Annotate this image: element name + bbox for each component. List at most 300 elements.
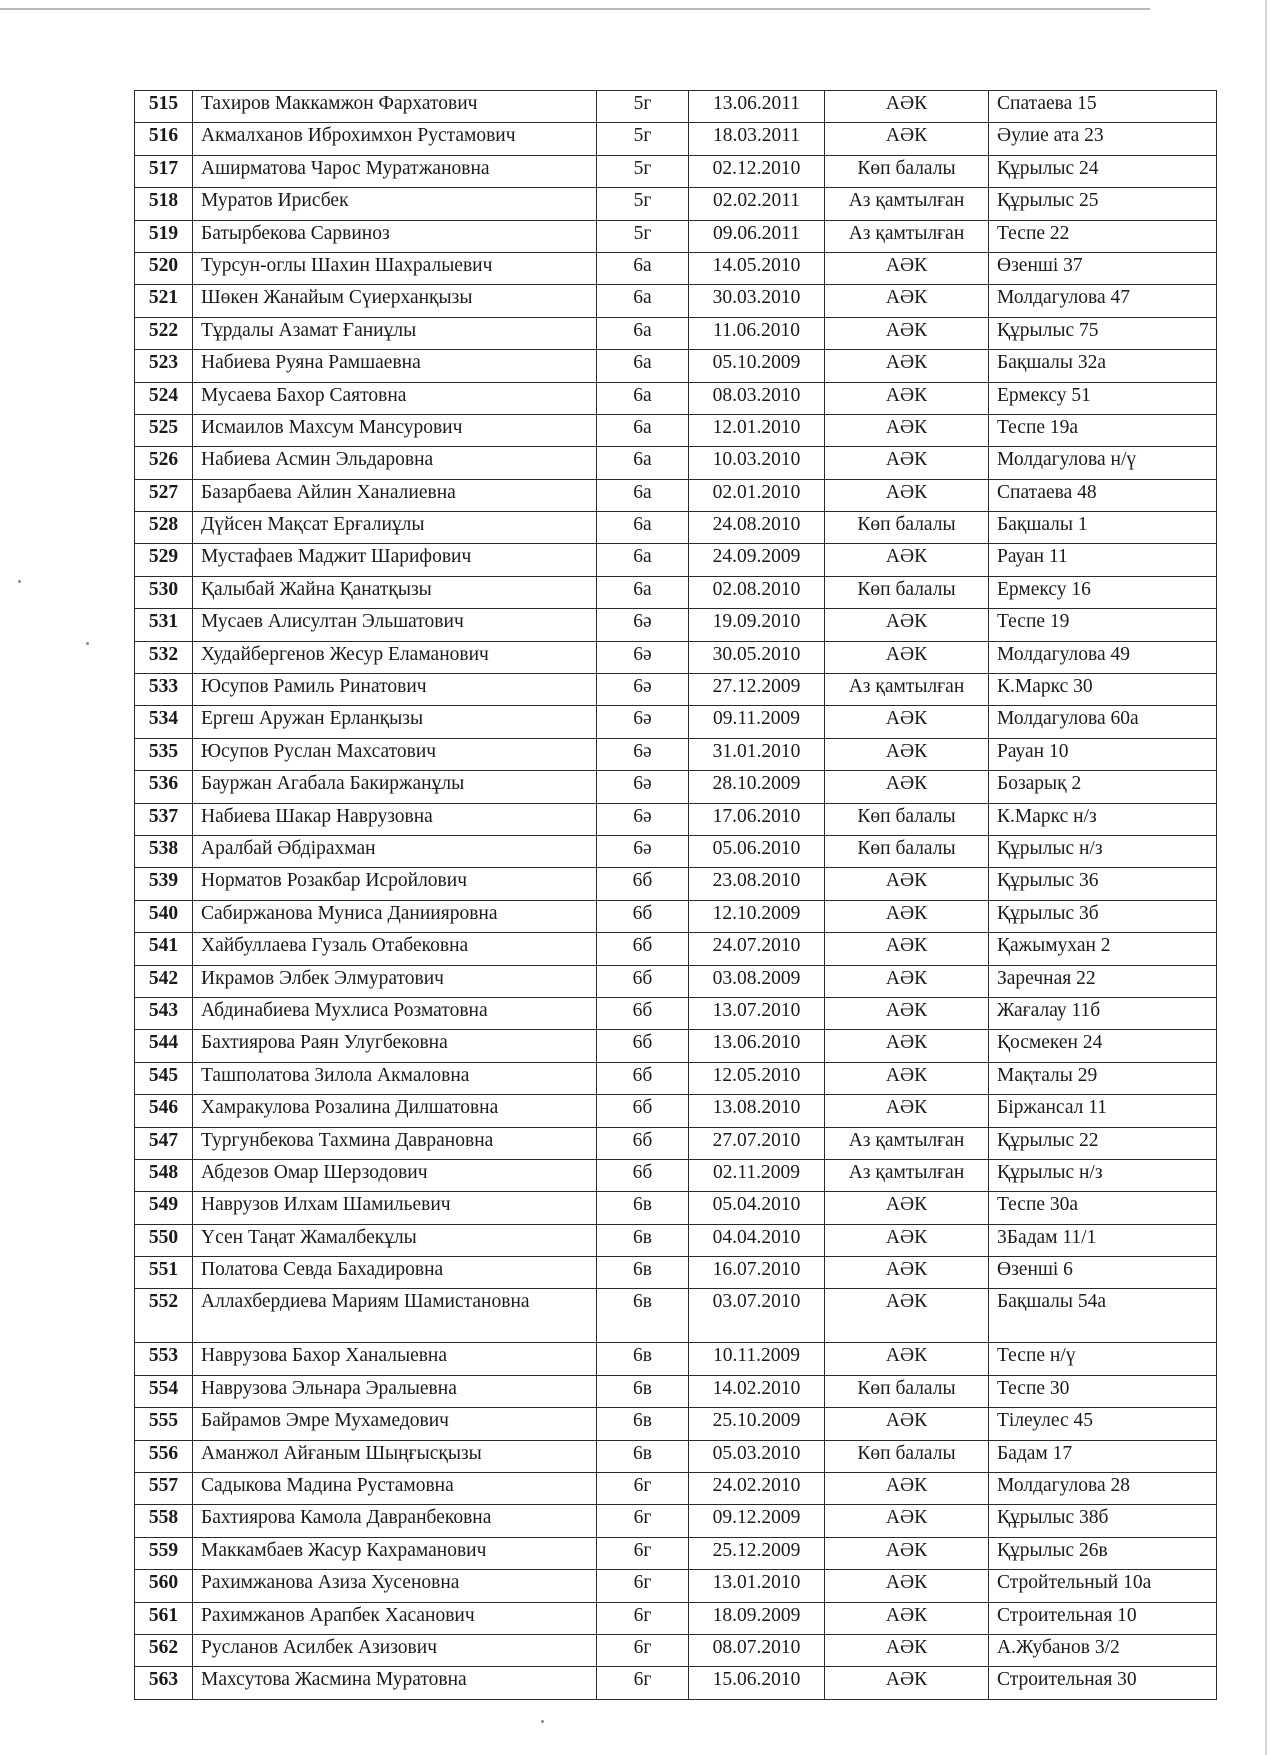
table-row [135,317,1217,349]
social-category-cell: АӘК [825,771,989,803]
student-name-cell: Аралбай Әбдірахман [193,835,597,867]
student-roster-table [134,90,1217,1700]
social-category-cell: АӘК [825,350,989,382]
student-name-cell: Абдинабиева Мухлиса Розматовна [193,997,597,1029]
scan-edge-right [1265,0,1267,1755]
home-address-cell: Рауан 11 [989,544,1217,576]
student-name-cell: Акмалханов Иброхимхон Рустамович [193,123,597,155]
home-address-cell: Строительная 10 [989,1602,1217,1634]
student-name-cell: Набиева Руяна Рамшаевна [193,350,597,382]
home-address-cell: Жағалау 11б [989,997,1217,1029]
birth-date-cell: 13.06.2010 [689,1030,825,1062]
row-number-cell: 552 [135,1289,193,1343]
class-label-cell: 6б [597,1095,689,1127]
row-number-cell: 525 [135,414,193,446]
birth-date-cell: 19.09.2010 [689,609,825,641]
birth-date-cell: 05.04.2010 [689,1192,825,1224]
social-category-cell: АӘК [825,382,989,414]
row-number-cell: 551 [135,1257,193,1289]
row-number-cell: 533 [135,674,193,706]
class-label-cell: 6ә [597,738,689,770]
birth-date-cell: 27.12.2009 [689,674,825,706]
birth-date-cell: 10.03.2010 [689,447,825,479]
row-number-cell: 528 [135,512,193,544]
birth-date-cell: 04.04.2010 [689,1224,825,1256]
row-number-cell: 544 [135,1030,193,1062]
student-name-cell: Юсупов Рамиль Ринатович [193,674,597,706]
class-label-cell: 6ә [597,609,689,641]
student-name-cell: Махсутова Жасмина Муратовна [193,1667,597,1699]
table-row [135,1192,1217,1224]
student-name-cell: Шөкен Жанайым Сүиерханқызы [193,285,597,317]
student-name-cell: Ергеш Аружан Ерланқызы [193,706,597,738]
student-name-cell: Юсупов Руслан Махсатович [193,738,597,770]
student-name-cell: Маккамбаев Жасур Кахраманович [193,1537,597,1569]
social-category-cell: АӘК [825,1634,989,1666]
row-number-cell: 555 [135,1408,193,1440]
home-address-cell: Өзенші 37 [989,252,1217,284]
birth-date-cell: 24.08.2010 [689,512,825,544]
student-name-cell: Турсун-оглы Шахин Шахралыевич [193,252,597,284]
row-number-cell: 515 [135,91,193,123]
birth-date-cell: 13.06.2011 [689,91,825,123]
student-name-cell: Исмаилов Махсум Мансурович [193,414,597,446]
birth-date-cell: 10.11.2009 [689,1343,825,1375]
birth-date-cell: 09.11.2009 [689,706,825,738]
table-row [135,1667,1217,1699]
student-name-cell: Худайбергенов Жесур Еламанович [193,641,597,673]
class-label-cell: 6в [597,1440,689,1472]
social-category-cell: АӘК [825,965,989,997]
class-label-cell: 6в [597,1343,689,1375]
social-category-cell: Аз қамтылған [825,1159,989,1191]
table-row [135,155,1217,187]
social-category-cell: Көп балалы [825,576,989,608]
row-number-cell: 550 [135,1224,193,1256]
student-name-cell: Садыкова Мадина Рустамовна [193,1473,597,1505]
row-number-cell: 539 [135,868,193,900]
row-number-cell: 541 [135,933,193,965]
birth-date-cell: 24.07.2010 [689,933,825,965]
class-label-cell: 5г [597,220,689,252]
birth-date-cell: 30.03.2010 [689,285,825,317]
table-row [135,1289,1217,1343]
social-category-cell: Аз қамтылған [825,1127,989,1159]
student-name-cell: Набиева Шакар Наврузовна [193,803,597,835]
table-row [135,512,1217,544]
home-address-cell: Бақшалы 54а [989,1289,1217,1343]
home-address-cell: Ермексу 51 [989,382,1217,414]
student-name-cell: Русланов Асилбек Азизович [193,1634,597,1666]
row-number-cell: 561 [135,1602,193,1634]
home-address-cell: Ермексу 16 [989,576,1217,608]
social-category-cell: АӘК [825,1602,989,1634]
row-number-cell: 556 [135,1440,193,1472]
student-name-cell: Тургунбекова Тахмина Даврановна [193,1127,597,1159]
birth-date-cell: 02.08.2010 [689,576,825,608]
table-row [135,123,1217,155]
row-number-cell: 557 [135,1473,193,1505]
home-address-cell: Спатаева 15 [989,91,1217,123]
social-category-cell: АӘК [825,1224,989,1256]
home-address-cell: Молдагулова 49 [989,641,1217,673]
row-number-cell: 558 [135,1505,193,1537]
home-address-cell: Бақшалы 32а [989,350,1217,382]
row-number-cell: 517 [135,155,193,187]
birth-date-cell: 28.10.2009 [689,771,825,803]
student-name-cell: Байрамов Эмре Мухамедович [193,1408,597,1440]
birth-date-cell: 09.12.2009 [689,1505,825,1537]
social-category-cell: АӘК [825,900,989,932]
birth-date-cell: 12.05.2010 [689,1062,825,1094]
class-label-cell: 6б [597,868,689,900]
social-category-cell: Көп балалы [825,803,989,835]
class-label-cell: 6г [597,1602,689,1634]
social-category-cell: АӘК [825,933,989,965]
home-address-cell: Стройтельный 10а [989,1570,1217,1602]
row-number-cell: 540 [135,900,193,932]
birth-date-cell: 16.07.2010 [689,1257,825,1289]
social-category-cell: АӘК [825,1289,989,1343]
birth-date-cell: 12.10.2009 [689,900,825,932]
birth-date-cell: 03.07.2010 [689,1289,825,1343]
home-address-cell: Қажымухан 2 [989,933,1217,965]
birth-date-cell: 08.07.2010 [689,1634,825,1666]
home-address-cell: Құрылыс 25 [989,188,1217,220]
class-label-cell: 6а [597,382,689,414]
birth-date-cell: 24.09.2009 [689,544,825,576]
birth-date-cell: 25.10.2009 [689,1408,825,1440]
row-number-cell: 529 [135,544,193,576]
student-name-cell: Базарбаева Айлин Ханалиевна [193,479,597,511]
home-address-cell: Молдагулова н/ү [989,447,1217,479]
birth-date-cell: 02.11.2009 [689,1159,825,1191]
birth-date-cell: 14.05.2010 [689,252,825,284]
home-address-cell: Мақталы 29 [989,1062,1217,1094]
table-row [135,91,1217,123]
table-row [135,544,1217,576]
birth-date-cell: 30.05.2010 [689,641,825,673]
class-label-cell: 6в [597,1257,689,1289]
scan-speck [541,1720,544,1723]
home-address-cell: Әулие ата 23 [989,123,1217,155]
social-category-cell: АӘК [825,706,989,738]
home-address-cell: К.Маркс 30 [989,674,1217,706]
birth-date-cell: 27.07.2010 [689,1127,825,1159]
row-number-cell: 535 [135,738,193,770]
birth-date-cell: 09.06.2011 [689,220,825,252]
table-row [135,641,1217,673]
home-address-cell: А.Жубанов 3/2 [989,1634,1217,1666]
class-label-cell: 6а [597,252,689,284]
student-name-cell: Рахимжанова Азиза Хусеновна [193,1570,597,1602]
row-number-cell: 520 [135,252,193,284]
home-address-cell: К.Маркс н/з [989,803,1217,835]
social-category-cell: АӘК [825,1095,989,1127]
student-name-cell: Тұрдалы Азамат Ғаниұлы [193,317,597,349]
social-category-cell: АӘК [825,317,989,349]
social-category-cell: АӘК [825,1257,989,1289]
row-number-cell: 553 [135,1343,193,1375]
table-row [135,706,1217,738]
class-label-cell: 5г [597,188,689,220]
class-label-cell: 6г [597,1570,689,1602]
scan-edge-top [0,8,1150,10]
social-category-cell: Аз қамтылған [825,674,989,706]
birth-date-cell: 11.06.2010 [689,317,825,349]
student-name-cell: Сабиржанова Муниса Даниияровна [193,900,597,932]
class-label-cell: 6б [597,997,689,1029]
row-number-cell: 524 [135,382,193,414]
table-row [135,609,1217,641]
social-category-cell: АӘК [825,641,989,673]
student-name-cell: Муратов Ирисбек [193,188,597,220]
home-address-cell: Молдагулова 28 [989,1473,1217,1505]
social-category-cell: АӘК [825,1505,989,1537]
social-category-cell: АӘК [825,252,989,284]
class-label-cell: 6ә [597,674,689,706]
table-row [135,350,1217,382]
scan-speck [18,580,21,583]
birth-date-cell: 02.02.2011 [689,188,825,220]
social-category-cell: АӘК [825,1473,989,1505]
home-address-cell: Құрылыс 3б [989,900,1217,932]
home-address-cell: Құрылыс 22 [989,1127,1217,1159]
student-name-cell: Бахтиярова Раян Улугбековна [193,1030,597,1062]
row-number-cell: 537 [135,803,193,835]
class-label-cell: 6ә [597,835,689,867]
table-row [135,997,1217,1029]
row-number-cell: 527 [135,479,193,511]
student-name-cell: Хайбуллаева Гузаль Отабековна [193,933,597,965]
class-label-cell: 6ә [597,771,689,803]
class-label-cell: 6б [597,1127,689,1159]
class-label-cell: 6а [597,317,689,349]
table-row [135,220,1217,252]
row-number-cell: 521 [135,285,193,317]
social-category-cell: АӘК [825,414,989,446]
class-label-cell: 6в [597,1224,689,1256]
row-number-cell: 516 [135,123,193,155]
student-name-cell: Наврузова Эльнара Эралыевна [193,1375,597,1407]
home-address-cell: Теспе 22 [989,220,1217,252]
class-label-cell: 5г [597,91,689,123]
table-row [135,1224,1217,1256]
row-number-cell: 563 [135,1667,193,1699]
table-row [135,1570,1217,1602]
home-address-cell: Құрылыс 24 [989,155,1217,187]
class-label-cell: 6б [597,933,689,965]
social-category-cell: АӘК [825,738,989,770]
class-label-cell: 6а [597,285,689,317]
table-row [135,1602,1217,1634]
table-row [135,1030,1217,1062]
row-number-cell: 538 [135,835,193,867]
student-name-cell: Үсен Таңат Жамалбекұлы [193,1224,597,1256]
birth-date-cell: 02.12.2010 [689,155,825,187]
student-name-cell: Абдезов Омар Шерзодович [193,1159,597,1191]
table-row [135,738,1217,770]
class-label-cell: 6а [597,576,689,608]
table-row [135,1343,1217,1375]
table-row [135,479,1217,511]
student-name-cell: Дүйсен Мақсат Ерғалиұлы [193,512,597,544]
row-number-cell: 530 [135,576,193,608]
student-name-cell: Аллахбердиева Мариям Шамистановна [193,1289,597,1343]
row-number-cell: 536 [135,771,193,803]
class-label-cell: 6б [597,1030,689,1062]
table-row [135,771,1217,803]
student-name-cell: Тахиров Маккамжон Фархатович [193,91,597,123]
class-label-cell: 6ә [597,706,689,738]
home-address-cell: Құрылыс н/з [989,1159,1217,1191]
home-address-cell: Строительная 30 [989,1667,1217,1699]
home-address-cell: Теспе н/ү [989,1343,1217,1375]
table-row [135,1634,1217,1666]
student-name-cell: Батырбекова Сарвиноз [193,220,597,252]
class-label-cell: 6а [597,350,689,382]
student-name-cell: Мусаев Алисултан Эльшатович [193,609,597,641]
student-name-cell: Ташполатова Зилола Акмаловна [193,1062,597,1094]
social-category-cell: АӘК [825,1062,989,1094]
birth-date-cell: 18.09.2009 [689,1602,825,1634]
birth-date-cell: 12.01.2010 [689,414,825,446]
home-address-cell: Рауан 10 [989,738,1217,770]
class-label-cell: 6а [597,414,689,446]
table-row [135,1127,1217,1159]
row-number-cell: 545 [135,1062,193,1094]
table-row [135,414,1217,446]
class-label-cell: 5г [597,123,689,155]
home-address-cell: Теспе 19а [989,414,1217,446]
table-row [135,382,1217,414]
social-category-cell: АӘК [825,447,989,479]
home-address-cell: Біржансал 11 [989,1095,1217,1127]
student-name-cell: Аширматова Чарос Муратжановна [193,155,597,187]
row-number-cell: 519 [135,220,193,252]
class-label-cell: 6б [597,1159,689,1191]
social-category-cell: Көп балалы [825,1375,989,1407]
class-label-cell: 6г [597,1473,689,1505]
table-row [135,868,1217,900]
home-address-cell: Құрылыс 26в [989,1537,1217,1569]
social-category-cell: АӘК [825,1408,989,1440]
row-number-cell: 547 [135,1127,193,1159]
social-category-cell: АӘК [825,1343,989,1375]
social-category-cell: Аз қамтылған [825,188,989,220]
birth-date-cell: 25.12.2009 [689,1537,825,1569]
social-category-cell: АӘК [825,285,989,317]
home-address-cell: Теспе 19 [989,609,1217,641]
table-row [135,1505,1217,1537]
student-name-cell: Полатова Севда Бахадировна [193,1257,597,1289]
student-name-cell: Мустафаев Маджит Шарифович [193,544,597,576]
row-number-cell: 542 [135,965,193,997]
birth-date-cell: 14.02.2010 [689,1375,825,1407]
class-label-cell: 6в [597,1289,689,1343]
table-row [135,1375,1217,1407]
birth-date-cell: 31.01.2010 [689,738,825,770]
social-category-cell: АӘК [825,1667,989,1699]
home-address-cell: Бадам 17 [989,1440,1217,1472]
home-address-cell: 3Бадам 11/1 [989,1224,1217,1256]
student-name-cell: Рахимжанов Арапбек Хасанович [193,1602,597,1634]
table-row [135,674,1217,706]
birth-date-cell: 18.03.2011 [689,123,825,155]
home-address-cell: Құрылыс 38б [989,1505,1217,1537]
class-label-cell: 6а [597,544,689,576]
scan-speck [86,642,89,645]
home-address-cell: Құрылыс н/з [989,835,1217,867]
student-name-cell: Қалыбай Жайна Қанатқызы [193,576,597,608]
class-label-cell: 6в [597,1375,689,1407]
home-address-cell: Қосмекен 24 [989,1030,1217,1062]
table-row [135,933,1217,965]
home-address-cell: Құрылыс 36 [989,868,1217,900]
social-category-cell: АӘК [825,1537,989,1569]
birth-date-cell: 08.03.2010 [689,382,825,414]
roster-body [135,91,1217,1700]
class-label-cell: 6г [597,1634,689,1666]
birth-date-cell: 24.02.2010 [689,1473,825,1505]
home-address-cell: Спатаева 48 [989,479,1217,511]
class-label-cell: 6б [597,900,689,932]
row-number-cell: 548 [135,1159,193,1191]
row-number-cell: 549 [135,1192,193,1224]
social-category-cell: АӘК [825,1570,989,1602]
social-category-cell: АӘК [825,479,989,511]
class-label-cell: 6в [597,1192,689,1224]
student-name-cell: Икрамов Элбек Элмуратович [193,965,597,997]
social-category-cell: АӘК [825,1030,989,1062]
social-category-cell: Көп балалы [825,155,989,187]
student-name-cell: Бахтиярова Камола Давранбековна [193,1505,597,1537]
table-row [135,576,1217,608]
table-row [135,1408,1217,1440]
table-row [135,447,1217,479]
home-address-cell: Молдагулова 47 [989,285,1217,317]
home-address-cell: Молдагулова 60а [989,706,1217,738]
birth-date-cell: 02.01.2010 [689,479,825,511]
row-number-cell: 518 [135,188,193,220]
class-label-cell: 5г [597,155,689,187]
social-category-cell: АӘК [825,868,989,900]
class-label-cell: 6в [597,1408,689,1440]
home-address-cell: Тілеулес 45 [989,1408,1217,1440]
row-number-cell: 562 [135,1634,193,1666]
social-category-cell: АӘК [825,997,989,1029]
home-address-cell: Бозарық 2 [989,771,1217,803]
birth-date-cell: 05.10.2009 [689,350,825,382]
birth-date-cell: 05.03.2010 [689,1440,825,1472]
row-number-cell: 531 [135,609,193,641]
birth-date-cell: 17.06.2010 [689,803,825,835]
row-number-cell: 546 [135,1095,193,1127]
class-label-cell: 6а [597,512,689,544]
social-category-cell: Көп балалы [825,512,989,544]
row-number-cell: 523 [135,350,193,382]
class-label-cell: 6ә [597,641,689,673]
table-row [135,803,1217,835]
class-label-cell: 6б [597,965,689,997]
class-label-cell: 6г [597,1667,689,1699]
table-row [135,1537,1217,1569]
student-name-cell: Норматов Розакбар Исройлович [193,868,597,900]
birth-date-cell: 03.08.2009 [689,965,825,997]
birth-date-cell: 05.06.2010 [689,835,825,867]
row-number-cell: 559 [135,1537,193,1569]
birth-date-cell: 13.07.2010 [689,997,825,1029]
